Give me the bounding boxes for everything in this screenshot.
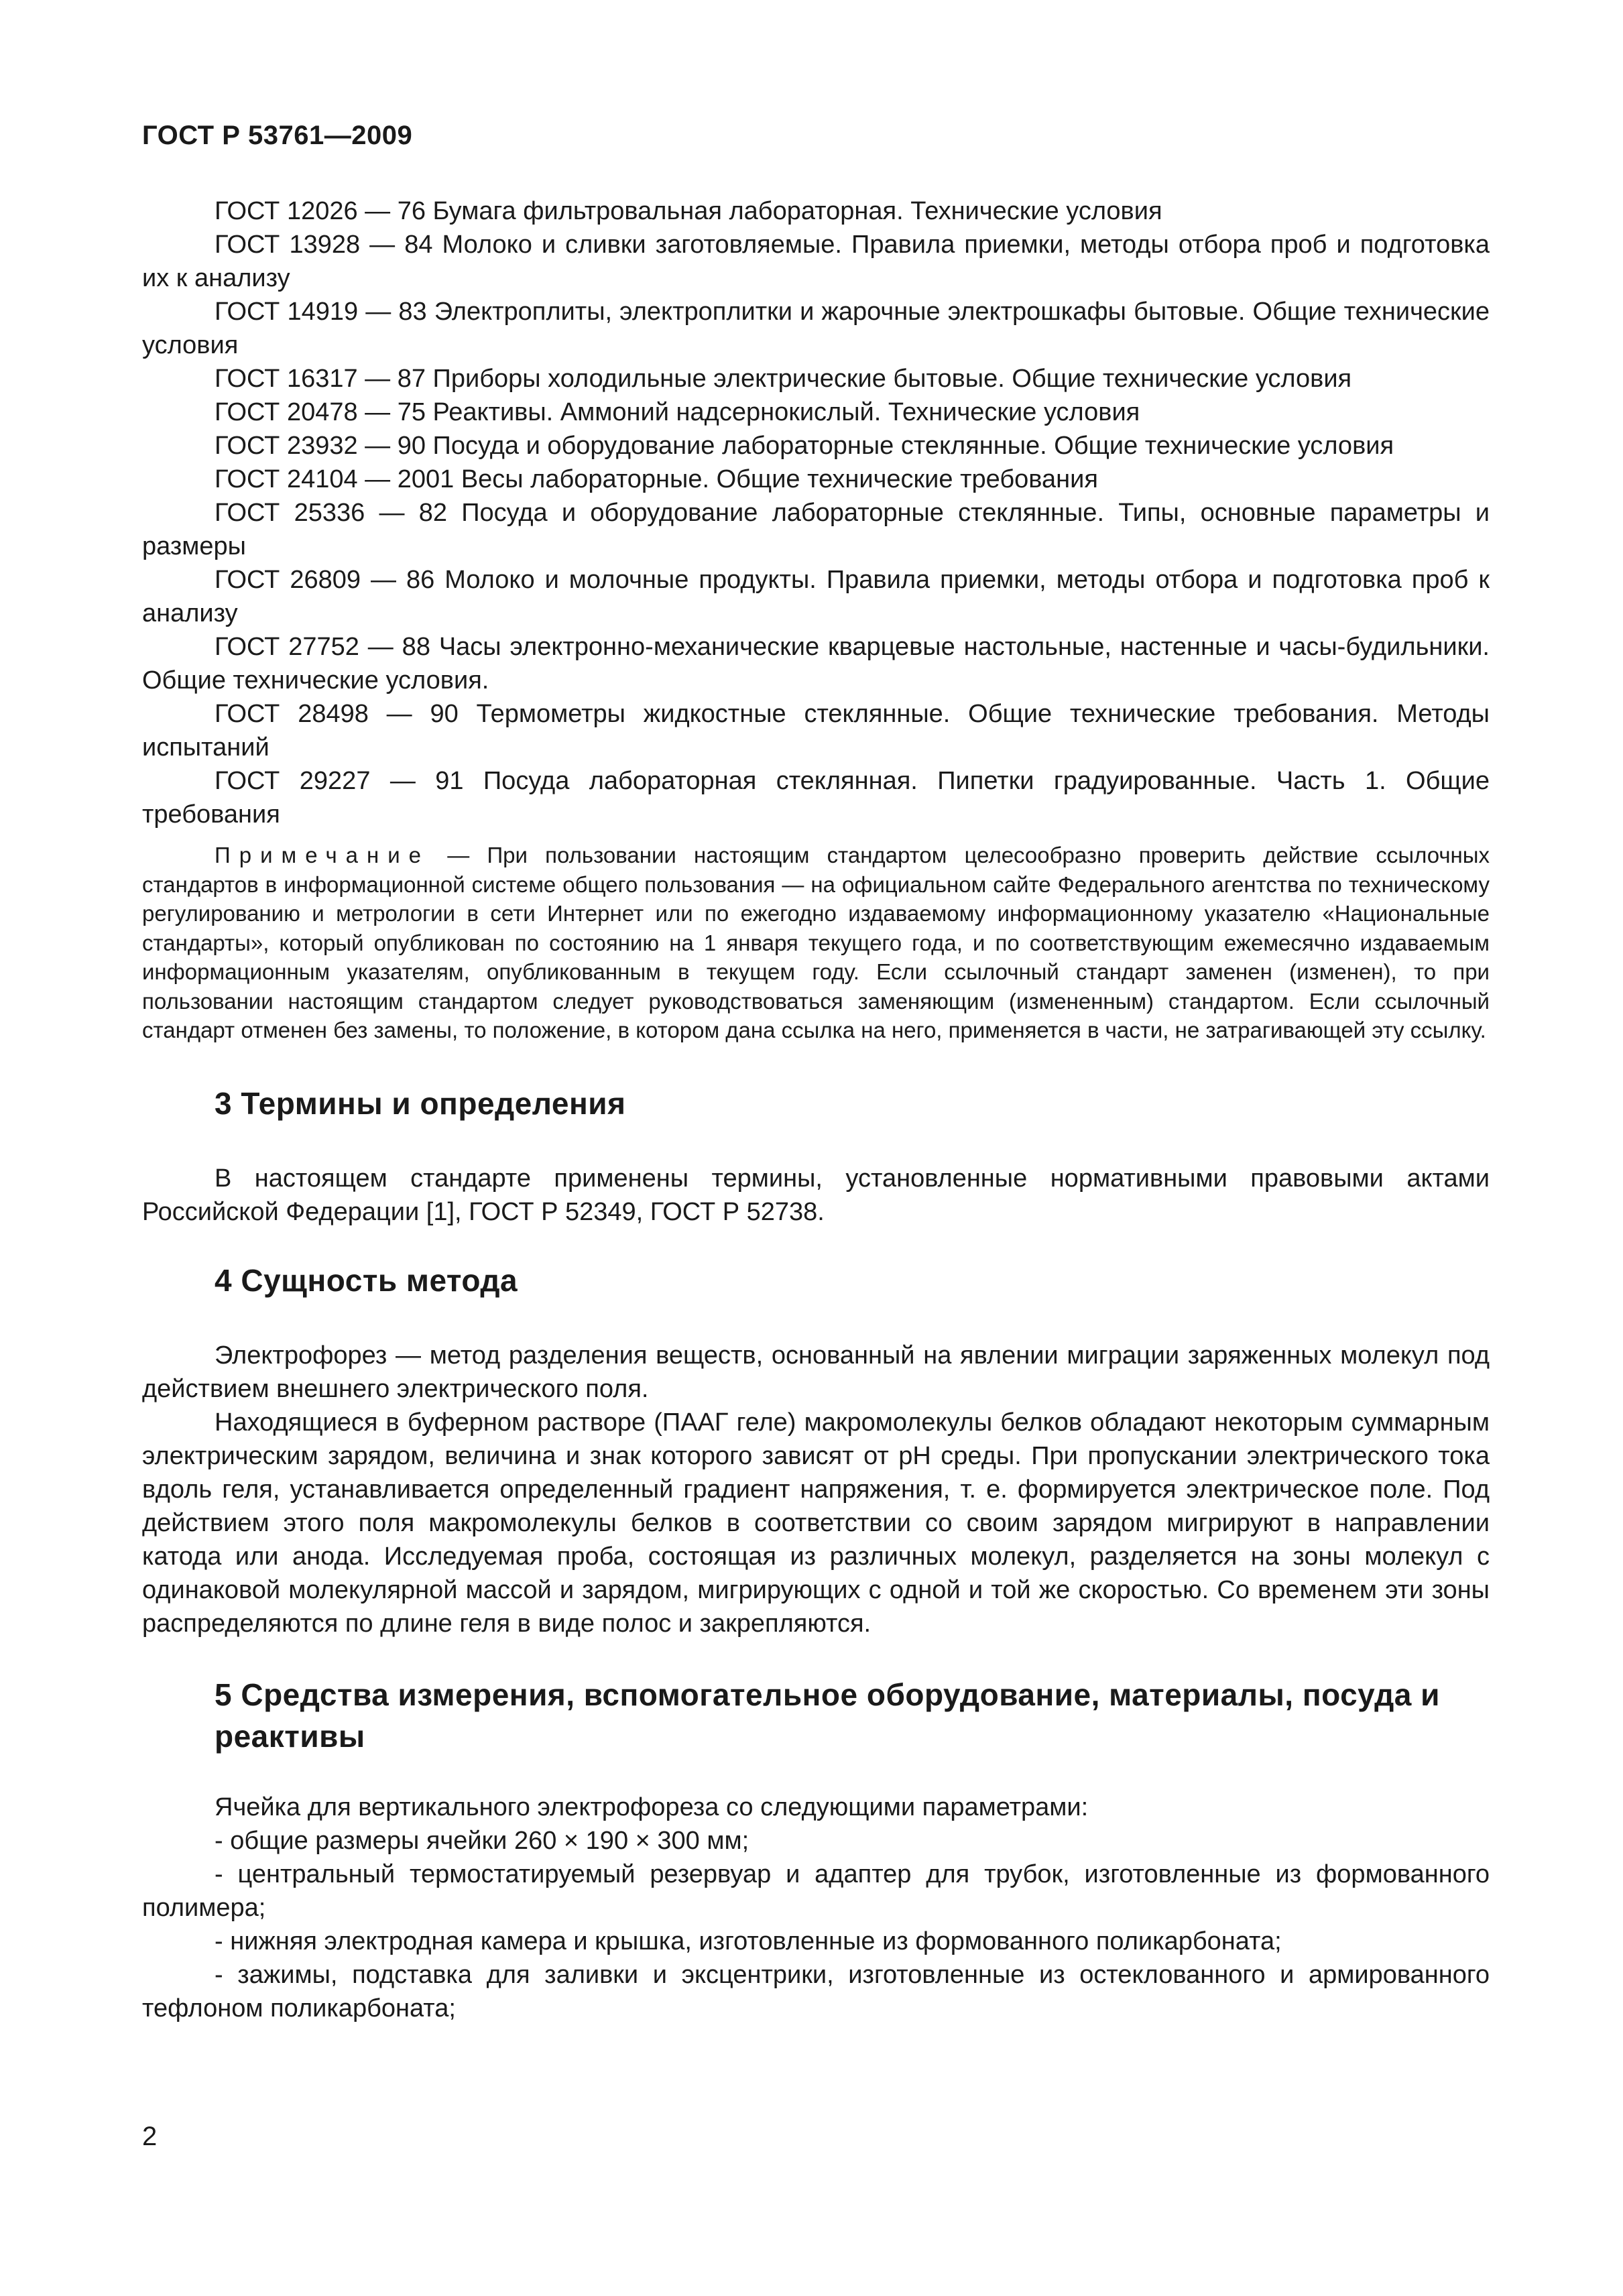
section-5-paragraph: Ячейка для вертикального электрофореза со следующими параметрами: — [215, 1793, 1089, 1821]
reference-item: ГОСТ 25336 — 82 Посуда и оборудование лабораторные стеклянные. Типы, основные параметры и размеры — [142, 499, 1490, 560]
reference-item: ГОСТ 27752 — 88 Часы электронно-механические кварцевые настольные, настенные и часы-будильники. Общие технические условия. — [142, 633, 1490, 694]
section-5-heading: 5 Средства измерения, вспомогательное оборудование, материалы, посуда и реактивы — [215, 1677, 1440, 1754]
section-3-paragraph: В настоящем стандарте применены термины, установленные нормативными правовыми актами Российской Федерации [1], ГОСТ Р 52349, ГОСТ Р 52738. — [142, 1164, 1490, 1226]
reference-item: ГОСТ 29227 — 91 Посуда лабораторная стеклянная. Пипетки градуированные. Часть 1. Общие требования — [142, 767, 1490, 829]
section-4-paragraph: Электрофорез — метод разделения веществ, основанный на явлении миграции заряженных молекул под действием внешнего электрического поля. — [142, 1341, 1490, 1403]
page-content — [142, 194, 1490, 2025]
section-5-list-item: - общие размеры ячейки 260 × 190 × 300 мм; — [215, 1826, 749, 1855]
section-4-heading: 4 Сущность метода — [215, 1262, 518, 1298]
section-5-list-item: - центральный термостатируемый резервуар и адаптер для трубок, изготовленные из формованного полимера; — [142, 1860, 1490, 1922]
running-header: ГОСТ Р 53761—2009 — [142, 121, 413, 150]
reference-item: ГОСТ 20478 — 75 Реактивы. Аммоний надсернокислый. Технические условия — [215, 398, 1140, 426]
note-block — [142, 841, 1490, 1045]
section-4-paragraph: Находящиеся в буферном растворе (ПААГ геле) макромолекулы белков обладают некоторым суммарным электрическим зарядом, величина и знак которого зависят от pH среды. При пропускании электрического тока вдоль геля, устанавливается определенный градиент напряжения, т. е. формируется электрическое поле. Под действием этого поля макромолекулы белков в соответствии со своим зарядом мигрируют в направлении катода или анода. Исследуемая проба, состоящая из различных молекул, разделяется на зоны молекул с одинаковой молекулярной массой и зарядом, мигрирующих с одной и той же скоростью. Со временем эти зоны распределяются по длине геля в виде полос и закрепляются. — [142, 1408, 1490, 1638]
reference-item: ГОСТ 13928 — 84 Молоко и сливки заготовляемые. Правила приемки, методы отбора проб и подготовка их к анализу — [142, 231, 1490, 292]
reference-item: ГОСТ 16317 — 87 Приборы холодильные электрические бытовые. Общие технические условия — [215, 365, 1352, 393]
reference-item: ГОСТ 28498 — 90 Термометры жидкостные стеклянные. Общие технические требования. Методы испытаний — [142, 700, 1490, 762]
reference-item: ГОСТ 14919 — 83 Электроплиты, электроплитки и жарочные электрошкафы бытовые. Общие технические условия — [142, 298, 1490, 359]
reference-item: ГОСТ 26809 — 86 Молоко и молочные продукты. Правила приемки, методы отбора и подготовка проб к анализу — [142, 566, 1490, 627]
section-5-list-item: - зажимы, подставка для заливки и эксцентрики, изготовленные из остеклованного и армированного тефлоном поликарбоната; — [142, 1960, 1490, 2022]
section-3-heading: 3 Термины и определения — [215, 1085, 626, 1121]
reference-item: ГОСТ 24104 — 2001 Весы лабораторные. Общие технические требования — [215, 465, 1098, 493]
note-text: — При пользовании настоящим стандартом целесообразно проверить действие ссылочных стандартов в информационной системе общего пользования — на официальном сайте Федерального агентства по техническому регулированию и метрологии в сети Интернет или по ежегодно издаваемому информационному указателю «Национальные стандарты», который опубликован по состоянию на 1 января текущего года, и по соответствующим ежемесячно издаваемым информационным указателям, опубликованным в текущем году. Если ссылочный стандарт заменен (изменен), то при пользовании настоящим стандартом следует руководствоваться заменяющим (измененным) стандартом. Если ссылочный стандарт отменен без замены, то положение, в котором дана ссылка на него, применяется в части, не затрагивающей эту ссылку. — [142, 843, 1490, 1042]
normative-references-list — [142, 194, 1490, 831]
section-5-list-item: - нижняя электродная камера и крышка, изготовленные из формованного поликарбоната; — [215, 1927, 1282, 1955]
reference-item: ГОСТ 12026 — 76 Бумага фильтровальная лабораторная. Технические условия — [215, 197, 1162, 225]
note-label: Примечание — [215, 843, 430, 867]
page-number: 2 — [142, 2122, 158, 2151]
reference-item: ГОСТ 23932 — 90 Посуда и оборудование лабораторные стеклянные. Общие технические условия — [215, 432, 1394, 460]
